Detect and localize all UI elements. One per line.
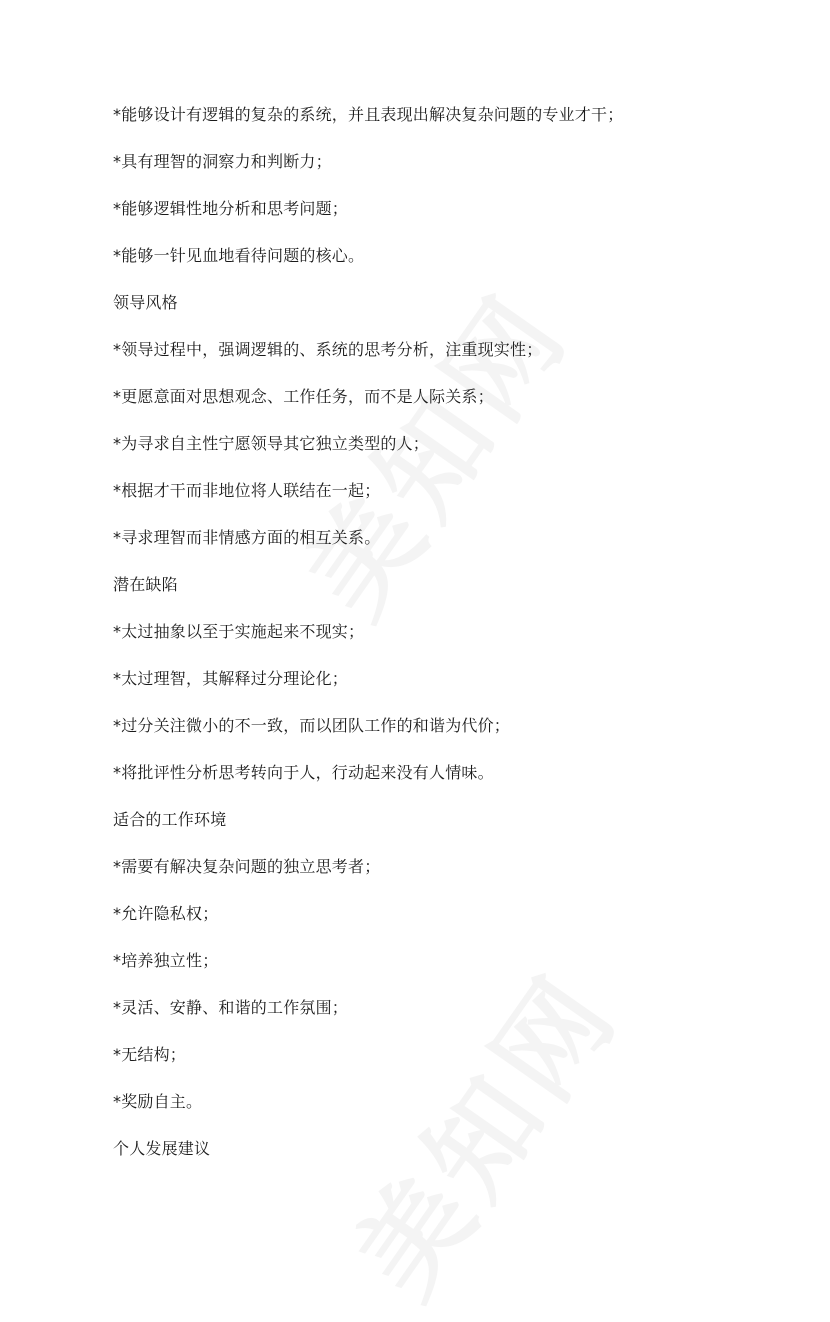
text-line: *培养独立性；: [113, 951, 219, 970]
text-line: *能够一针见血地看待问题的核心。: [113, 246, 365, 265]
text-line: *允许隐私权；: [113, 904, 219, 923]
section-heading: 适合的工作环境: [113, 810, 227, 829]
text-line: *灵活、安静、和谐的工作氛围；: [113, 998, 349, 1017]
section-heading: 领导风格: [113, 293, 178, 312]
text-line: *过分关注微小的不一致，而以团队工作的和谐为代价；: [113, 716, 511, 735]
text-line: *将批评性分析思考转向于人，行动起来没有人情味。: [113, 763, 494, 782]
text-line: *具有理智的洞察力和判断力；: [113, 152, 332, 171]
text-line: *奖励自主。: [113, 1092, 203, 1111]
section-heading: 个人发展建议: [113, 1139, 211, 1158]
text-line: *根据才干而非地位将人联结在一起；: [113, 481, 381, 500]
text-line: *太过理智，其解释过分理论化；: [113, 669, 349, 688]
text-line: *能够逻辑性地分析和思考问题；: [113, 199, 349, 218]
text-line: *更愿意面对思想观念、工作任务，而不是人际关系；: [113, 387, 494, 406]
document-body: [113, 100, 753, 1181]
text-line: *为寻求自主性宁愿领导其它独立类型的人；: [113, 434, 430, 453]
text-line: *需要有解决复杂问题的独立思考者；: [113, 857, 381, 876]
text-line: *寻求理智而非情感方面的相互关系。: [113, 528, 381, 547]
section-heading: 潜在缺陷: [113, 575, 178, 594]
text-line: *太过抽象以至于实施起来不现实；: [113, 622, 365, 641]
text-line: *领导过程中，强调逻辑的、系统的思考分析，注重现实性；: [113, 340, 543, 359]
text-line: *能够设计有逻辑的复杂的系统，并且表现出解决复杂问题的专业才干；: [113, 105, 624, 124]
text-line: *无结构；: [113, 1045, 187, 1064]
